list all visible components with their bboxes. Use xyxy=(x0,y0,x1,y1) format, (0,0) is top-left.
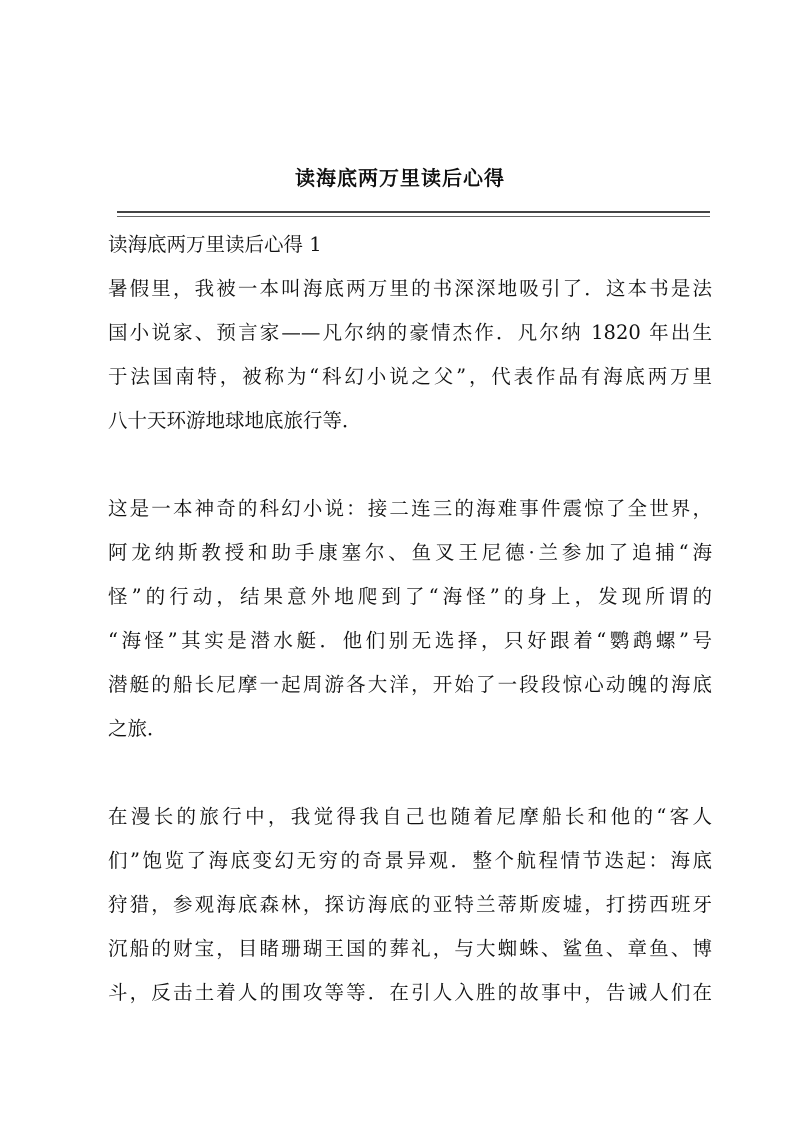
paragraph-3-line-2: 们”饱览了海底变幻无穷的奇景异观．整个航程情节迭起：海底 xyxy=(108,849,712,872)
paragraph-gap xyxy=(108,449,712,493)
paragraph-1-line-1: 暑假里，我被一本叫海底两万里的书深深地吸引了．这本书是法 xyxy=(108,277,712,300)
paragraph-gap xyxy=(108,757,712,801)
title-divider-thin xyxy=(117,216,710,217)
document-title: 读海底两万里读后心得 xyxy=(295,166,505,190)
title-divider-thick xyxy=(117,211,710,213)
paragraph-3-line-3: 狩猎，参观海底森林，探访海底的亚特兰蒂斯废墟，打捞西班牙 xyxy=(108,893,712,916)
paragraph-2-line-4: “海怪”其实是潜水艇．他们别无选择，只好跟着“鹦鹉螺”号 xyxy=(108,629,712,652)
section-heading: 读海底两万里读后心得 1 xyxy=(108,233,322,256)
paragraph-1-line-2: 国小说家、预言家——凡尔纳的豪情杰作．凡尔纳 1820 年出生 xyxy=(108,321,712,344)
paragraph-1-line-3: 于法国南特，被称为“科幻小说之父”，代表作品有海底两万里 xyxy=(108,365,712,388)
paragraph-2-line-6: 之旅． xyxy=(108,717,167,740)
paragraph-3-line-1: 在漫长的旅行中，我觉得我自己也随着尼摩船长和他的“客人 xyxy=(108,805,712,828)
paragraph-1-line-4: 八十天环游地球地底旅行等． xyxy=(108,409,362,432)
paragraph-3-line-4: 沉船的财宝，目睹珊瑚王国的葬礼，与大蜘蛛、鲨鱼、章鱼、博 xyxy=(108,937,712,960)
paragraph-2-line-2: 阿龙纳斯教授和助手康塞尔、鱼叉王尼德·兰参加了追捕“海 xyxy=(108,541,712,564)
paragraph-2-line-3: 怪”的行动，结果意外地爬到了“海怪”的身上，发现所谓的 xyxy=(108,585,712,608)
document-body xyxy=(108,229,712,1021)
paragraph-3-line-5: 斗，反击土着人的围攻等等．在引人入胜的故事中，告诫人们在 xyxy=(108,981,712,1004)
paragraph-2-line-1: 这是一本神奇的科幻小说：接二连三的海难事件震惊了全世界， xyxy=(108,497,712,520)
paragraph-2-line-5: 潜艇的船长尼摩一起周游各大洋，开始了一段段惊心动魄的海底 xyxy=(108,673,712,696)
